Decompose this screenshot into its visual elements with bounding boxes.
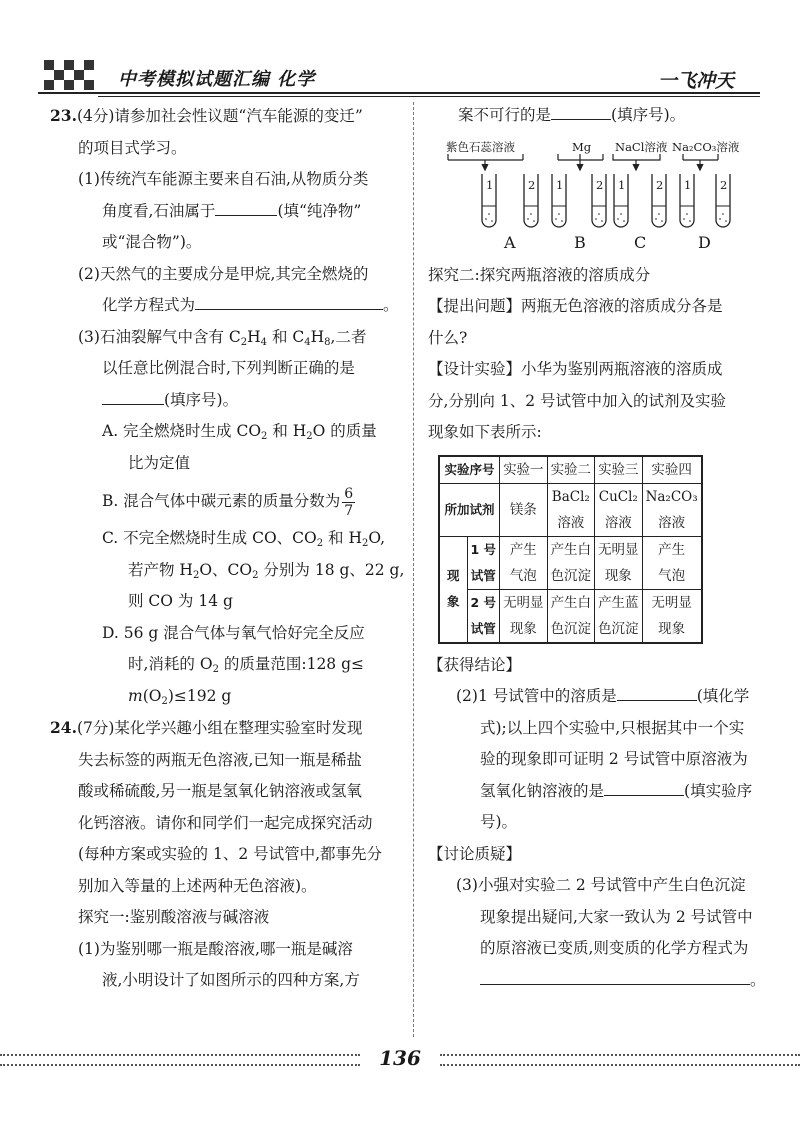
table-header: 实验二 <box>547 456 595 484</box>
inquiry-one-title: 探究一:鉴别酸溶液与碱溶液 <box>78 908 270 926</box>
brand-logo: 一飞冲天 <box>658 70 735 92</box>
q23-part3-line3: (填序号)。 <box>50 385 400 417</box>
tube-number: 2 <box>596 177 604 192</box>
table-cell: 现 象 <box>439 536 467 643</box>
table-cell: 产生白 色沉淀 <box>547 536 595 589</box>
q23-part3: (3)石油裂解气中含有 $C_2H_4$ 和 $C_4H_8$,二者 <box>78 327 367 348</box>
q24-heading: 24.(7分)某化学兴趣小组在整理实验室时发现 <box>50 718 363 737</box>
tube-number: 1 <box>684 177 692 192</box>
table-cell: Na₂CO₃ 溶液 <box>642 483 702 536</box>
book-title: 中考模拟试题汇编 化学 <box>118 69 316 90</box>
table-cell: 所加试剂 <box>439 483 500 536</box>
q24-part3: (3)小强对实验二 2 号试管中产生白色沉淀 <box>456 876 746 894</box>
tube-number: 2 <box>720 177 728 192</box>
table-cell: 镁条 <box>500 483 548 536</box>
table-header: 实验三 <box>595 456 643 484</box>
tube-number: 1 <box>486 177 494 192</box>
option-d: D. 56 g 混合气体与氧气恰好完全反应 <box>102 623 365 642</box>
header-rule <box>38 92 760 94</box>
page-header <box>38 52 760 100</box>
checker-logo-icon <box>44 60 94 94</box>
table-row <box>439 483 702 536</box>
tube-number: 2 <box>656 177 664 192</box>
test-tube-diagram <box>428 134 773 254</box>
design-experiment: 【设计实验】小华为鉴别两瓶溶液的溶质成 <box>428 360 723 378</box>
q24-part3-cont: 的原溶液已变质,则变质的化学方程式为 <box>480 939 749 957</box>
table-row <box>439 456 702 484</box>
table-cell: 产生白 色沉淀 <box>547 589 595 643</box>
tube-number: 1 <box>556 177 564 192</box>
answer-blank[interactable] <box>215 198 277 216</box>
table-header: 实验一 <box>500 456 548 484</box>
q23-part1-line2: 角度看,石油属于 (填“纯净物” <box>50 196 400 228</box>
table-row <box>439 536 702 589</box>
group-label: B <box>574 232 586 252</box>
conclusion-heading: 【获得结论】 <box>428 655 522 674</box>
table-cell: 2 号 试管 <box>467 589 500 643</box>
experiment-table <box>438 455 703 644</box>
q23-heading: 23.(4分)请参加社会性议题“汽车能源的变迁” <box>50 106 363 125</box>
option-a-cont: 比为定值 <box>128 453 191 472</box>
q24-text: (每种方案或实验的 1、2 号试管中,都事先分 <box>78 845 383 863</box>
q24-part2: (2)1 号试管中的溶质是 (填化学 <box>428 681 773 713</box>
table-cell: 无明显 现象 <box>642 589 702 643</box>
right-column <box>428 100 773 996</box>
q23-part2-line2: 化学方程式为 。 <box>50 290 400 322</box>
group-label: A <box>504 232 516 252</box>
footer-ornament <box>440 1054 800 1066</box>
option-c: C. 不完全燃烧时生成 CO、$CO_2$ 和 $H_2O$, <box>102 529 386 549</box>
q24-part2-cont: 验的现象即可证明 2 号试管中原溶液为 <box>480 750 748 768</box>
table-cell: 产生 气泡 <box>500 536 548 589</box>
option-c-cont2: 则 CO 为 14 g <box>128 592 233 610</box>
header-rule-thin <box>98 96 760 97</box>
table-row <box>439 589 702 643</box>
tube-number: 2 <box>528 177 536 192</box>
reagent-label: Mg <box>572 139 592 154</box>
table-cell: 产生蓝 色沉淀 <box>595 589 643 643</box>
q24-text: 酸或稀硫酸,另一瓶是氢氧化钠溶液或氢氧 <box>78 782 362 800</box>
reagent-label: NaCl溶液 <box>615 139 668 154</box>
q24-text: 别加入等量的上述两种无色溶液)。 <box>78 876 317 895</box>
answer-blank[interactable] <box>551 102 611 120</box>
table-header: 实验四 <box>642 456 702 484</box>
q23-part1-line3: 或“混合物”)。 <box>102 233 202 251</box>
discussion-heading: 【讨论质疑】 <box>428 844 522 863</box>
reagent-label: Na₂CO₃溶液 <box>672 139 740 154</box>
q23-part1: (1)传统汽车能源主要来自石油,从物质分类 <box>78 170 369 188</box>
q23-part3-line2: 以任意比例混合时,下列判断正确的是 <box>102 359 355 377</box>
table-cell: CuCl₂ 溶液 <box>595 483 643 536</box>
footer-ornament <box>0 1054 360 1066</box>
table-cell: 1 号 试管 <box>467 536 500 589</box>
q24-part2-cont: 式);以上四个实验中,只根据其中一个实 <box>480 718 745 737</box>
group-label: D <box>698 232 711 252</box>
q24-part3-cont: 现象提出疑问,大家一致认为 2 号试管中 <box>480 907 753 926</box>
answer-blank[interactable] <box>102 387 164 405</box>
page-number: 136 <box>363 1040 437 1076</box>
q24-part1-line2: 液,小明设计了如图所示的四种方案,方 <box>102 971 360 989</box>
answer-blank[interactable] <box>480 967 750 985</box>
q24-part3-cont: 。 <box>428 965 773 997</box>
raise-question: 【提出问题】两瓶无色溶液的溶质成分各是 <box>428 297 723 315</box>
fraction: $\frac{6}{7}$ <box>344 485 354 519</box>
inquiry-two-title: 探究二:探究两瓶溶液的溶质成分 <box>428 265 651 284</box>
group-label: C <box>634 232 647 252</box>
q24-part1-line3: 案不可行的是 (填序号)。 <box>428 100 773 132</box>
raise-question-cont: 什么? <box>428 328 468 347</box>
table-cell: 无明显 现象 <box>595 536 643 589</box>
q24-text: 化钙溶液。请你和同学们一起完成探究活动 <box>78 813 373 832</box>
q24-part2-cont: 氢氧化钠溶液的是 (填实验序 <box>428 776 773 808</box>
left-column <box>50 100 405 997</box>
answer-blank[interactable] <box>195 292 383 310</box>
q24-text: 失去标签的两瓶无色溶液,已知一瓶是稀盐 <box>78 750 362 769</box>
table-cell: 无明显 现象 <box>500 589 548 643</box>
q24-part1: (1)为鉴别哪一瓶是酸溶液,哪一瓶是碱溶 <box>78 939 353 958</box>
answer-blank[interactable] <box>617 683 697 701</box>
tube-number: 1 <box>618 177 626 192</box>
answer-blank[interactable] <box>604 778 684 796</box>
design-experiment-cont2: 现象如下表所示: <box>428 423 542 441</box>
q23-heading-cont: 的项目式学习。 <box>78 138 187 157</box>
q23-part2: (2)天然气的主要成分是甲烷,其完全燃烧的 <box>78 264 369 283</box>
table-cell: BaCl₂ 溶液 <box>547 483 595 536</box>
reagent-label: 紫色石蕊溶液 <box>446 139 515 154</box>
table-cell: 产生 气泡 <box>642 536 702 589</box>
option-c-cont: 若产物 $H_2O$、$CO_2$ 分别为 18 g、22 g, <box>128 560 405 581</box>
column-divider <box>413 102 414 1037</box>
option-d-cont2: $m(O_2)\le 192$ g <box>128 686 232 707</box>
option-b: B. 混合气体中碳元素的质量分数为 $\frac{6}{7}$ <box>102 485 354 519</box>
option-d-cont: 时,消耗的 $O_2$ 的质量范围:128 g≤ <box>128 655 365 675</box>
table-header: 实验序号 <box>439 456 500 484</box>
option-a: A. 完全燃烧时生成 $CO_2$ 和 $H_2O$ 的质量 <box>102 422 377 442</box>
design-experiment-cont: 分,分别向 1、2 号试管中加入的试剂及实验 <box>428 391 727 410</box>
page-footer <box>0 1040 800 1080</box>
q24-part2-cont: 号)。 <box>480 813 518 831</box>
